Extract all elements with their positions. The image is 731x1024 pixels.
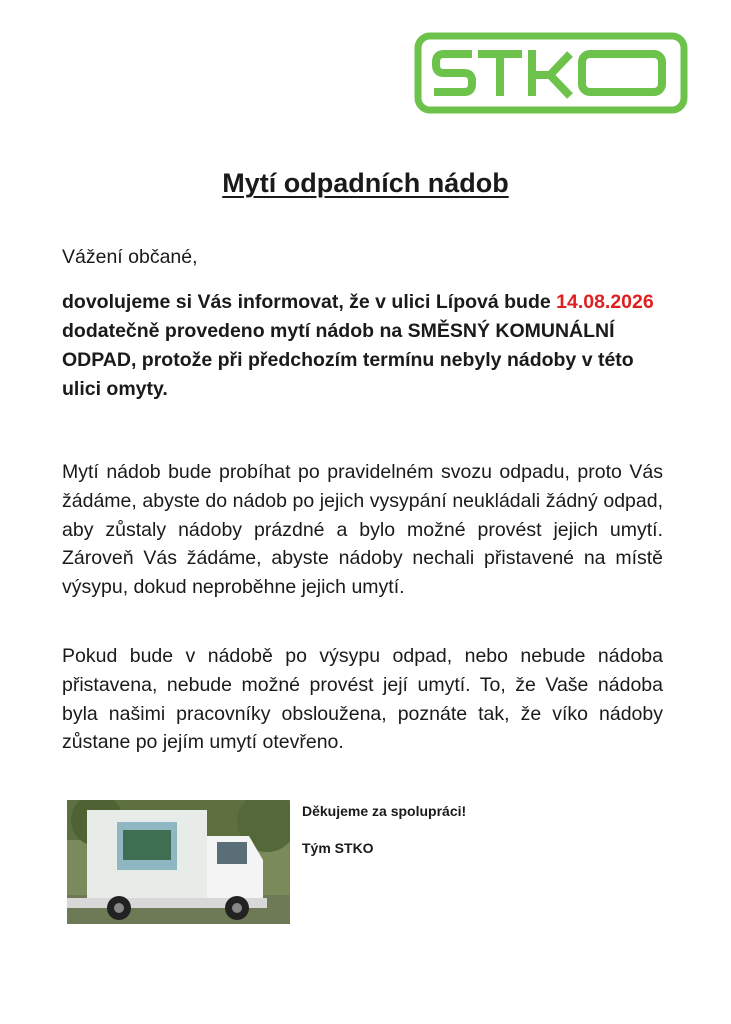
stko-logo-graphic bbox=[414, 32, 688, 114]
greeting: Vážení občané, bbox=[62, 246, 198, 268]
signature: Tým STKO bbox=[302, 840, 374, 856]
garbage-truck-photo bbox=[67, 800, 290, 924]
notice-text-end: dodatečně provedeno mytí nádob na SMĚSNÝ KOMUNÁLNÍ ODPAD, protože při předchozím termínu nebyly nádoby v této ulici omyty. bbox=[62, 320, 634, 400]
thanks-text: Děkujeme za spolupráci! bbox=[302, 803, 467, 819]
notice-text-start: dovolujeme si Vás informovat, že v ulici Lípová bude bbox=[62, 291, 551, 313]
info-paragraph-1: Mytí nádob bude probíhat po pravidelném svozu odpadu, proto Vás žádáme, abyste do nádob po jejich vysypání neukládali žádný odpad, aby zůstaly nádoby prázdné a bylo možné provést jejich umytí. Zároveň Vás žádáme, abyste nádoby nechali přistavené na místě výsypu, dokud neproběhne jejich umytí. bbox=[62, 461, 663, 599]
info-paragraph-2: Pokud bude v nádobě po výsypu odpad, nebo nebude nádoba přistavena, nebude možné provést její umytí. To, že Vaše nádoba byla našimi pracovníky obsloužena, poznáte tak, že víko nádoby zůstane po jejím umytí otevřeno. bbox=[62, 645, 663, 754]
notice-date: 14.08.2026 bbox=[556, 291, 654, 313]
notice-paragraph bbox=[62, 288, 672, 404]
stko-logo bbox=[414, 32, 688, 114]
page-title: Mytí odpadních nádob bbox=[222, 168, 509, 198]
